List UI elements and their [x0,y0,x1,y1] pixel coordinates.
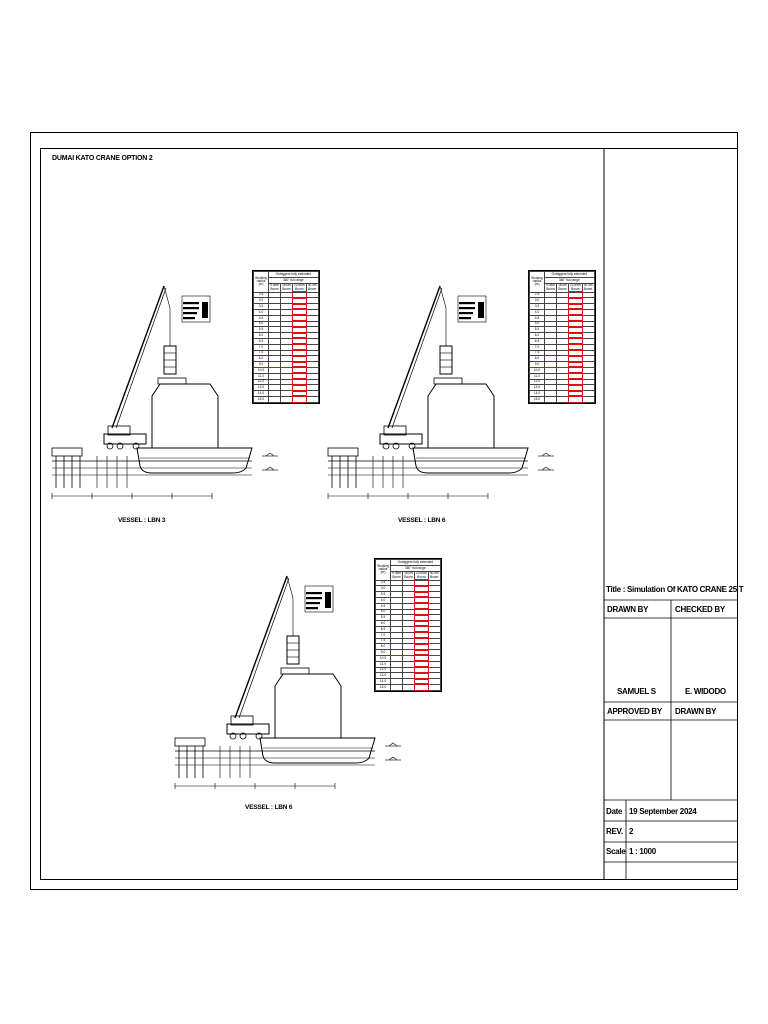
radius-cell: 13.0 [376,673,391,679]
radius-cell: 15.0 [376,684,391,690]
radius-cell: 13.0 [530,385,545,391]
radius-cell: 11.0 [530,373,545,379]
scale-value: 1 : 1000 [629,847,656,856]
radius-cell: 3.0 [254,298,269,304]
checked-by-label: CHECKED BY [675,605,725,614]
boom-column-header: 22.65m Boom [294,283,305,291]
boom-column-header: 30.0m Boom [429,571,439,579]
approved-by-label: APPROVED BY [607,707,662,716]
radius-cell: 4.0 [376,597,391,603]
boom-column-header: 22.65m Boom [570,283,581,291]
radius-cell: 12.0 [376,667,391,673]
boom-column-header: 30.0m Boom [583,283,593,291]
radius-cell: 3.0 [530,298,545,304]
rev-value: 2 [629,827,634,836]
radius-cell: 9.0 [254,362,269,368]
radius-cell: 12.0 [530,379,545,385]
boom-column-header: 16.0m Boom [404,571,413,579]
drawing-title: DUMAI KATO CRANE OPTION 2 [52,155,153,162]
radius-cell: 2.5 [254,292,269,298]
radius-cell: 10.0 [254,367,269,373]
radius-cell: 7.5 [254,350,269,356]
radius-cell: 10.0 [530,367,545,373]
range-header: 360° full range [269,277,319,283]
outrigger-header: Outriggers fully extended [269,272,319,278]
outrigger-header: Outriggers fully extended [545,272,595,278]
radius-cell: 5.5 [376,615,391,621]
radius-cell: 4.0 [530,309,545,315]
radius-cell: 12.0 [254,379,269,385]
boom-column-header: 9.35m Boom [546,283,555,291]
drawn-by-label: DRAWN BY [607,605,649,614]
radius-cell: 11.0 [376,661,391,667]
radius-cell: 3.5 [530,304,545,310]
rev-label: REV. [606,827,623,836]
radius-cell: 4.5 [254,315,269,321]
outrigger-header: Outriggers fully extended [391,560,441,566]
radius-cell: 5.0 [376,609,391,615]
radius-cell: 13.0 [254,385,269,391]
radius-cell: 10.0 [376,655,391,661]
view-caption-1: VESSEL : LBN 3 [118,517,166,524]
radius-cell: 14.0 [376,679,391,685]
date-value: 19 September 2024 [629,807,697,816]
radius-cell: 5.0 [530,321,545,327]
checked-by-name: E. WIDODO [685,687,726,696]
radius-cell: 7.0 [254,344,269,350]
radius-cell: 5.5 [254,327,269,333]
radius-cell: 6.0 [376,621,391,627]
radius-cell: 14.0 [530,391,545,397]
radius-cell: 15.0 [530,396,545,402]
radius-header: Working radius (m) [530,272,545,293]
radius-cell: 9.0 [530,362,545,368]
boom-column-header: 16.0m Boom [558,283,567,291]
radius-cell: 7.0 [376,632,391,638]
radius-header: Working radius (m) [254,272,269,293]
radius-cell: 4.5 [376,603,391,609]
range-header: 360° full range [545,277,595,283]
radius-cell: 6.0 [254,333,269,339]
view-caption-2: VESSEL : LBN 6 [398,517,446,524]
radius-cell: 14.0 [254,391,269,397]
radius-header: Working radius (m) [376,560,391,581]
radius-cell: 3.0 [376,586,391,592]
scale-label: Scale [606,847,626,856]
drawn-by-name: SAMUEL S [617,687,656,696]
radius-cell: 15.0 [254,396,269,402]
date-label: Date [606,807,623,816]
boom-column-header: 22.65m Boom [416,571,427,579]
view-caption-3: VESSEL : LBN 6 [245,804,293,811]
boom-column-header: 9.35m Boom [392,571,401,579]
radius-cell: 11.0 [254,373,269,379]
radius-cell: 9.0 [376,650,391,656]
radius-cell: 3.5 [254,304,269,310]
radius-cell: 7.5 [530,350,545,356]
radius-cell: 6.5 [254,338,269,344]
title-block-title: Title : Simulation Of KATO CRANE 25 T [606,585,744,594]
radius-cell: 8.0 [530,356,545,362]
radius-cell: 8.0 [376,644,391,650]
radius-cell: 5.5 [530,327,545,333]
radius-cell: 6.5 [530,338,545,344]
radius-cell: 4.5 [530,315,545,321]
radius-cell: 3.5 [376,592,391,598]
radius-cell: 6.0 [530,333,545,339]
radius-cell: 6.5 [376,626,391,632]
boom-column-header: 16.0m Boom [282,283,291,291]
radius-cell: 8.0 [254,356,269,362]
radius-cell: 5.0 [254,321,269,327]
radius-cell: 4.0 [254,309,269,315]
radius-cell: 7.5 [376,638,391,644]
range-header: 360° full range [391,565,441,571]
radius-cell: 2.5 [376,580,391,586]
radius-cell: 2.5 [530,292,545,298]
radius-cell: 7.0 [530,344,545,350]
drawn-by-label-2: DRAWN BY [675,707,717,716]
boom-column-header: 30.0m Boom [307,283,317,291]
boom-column-header: 9.35m Boom [270,283,279,291]
